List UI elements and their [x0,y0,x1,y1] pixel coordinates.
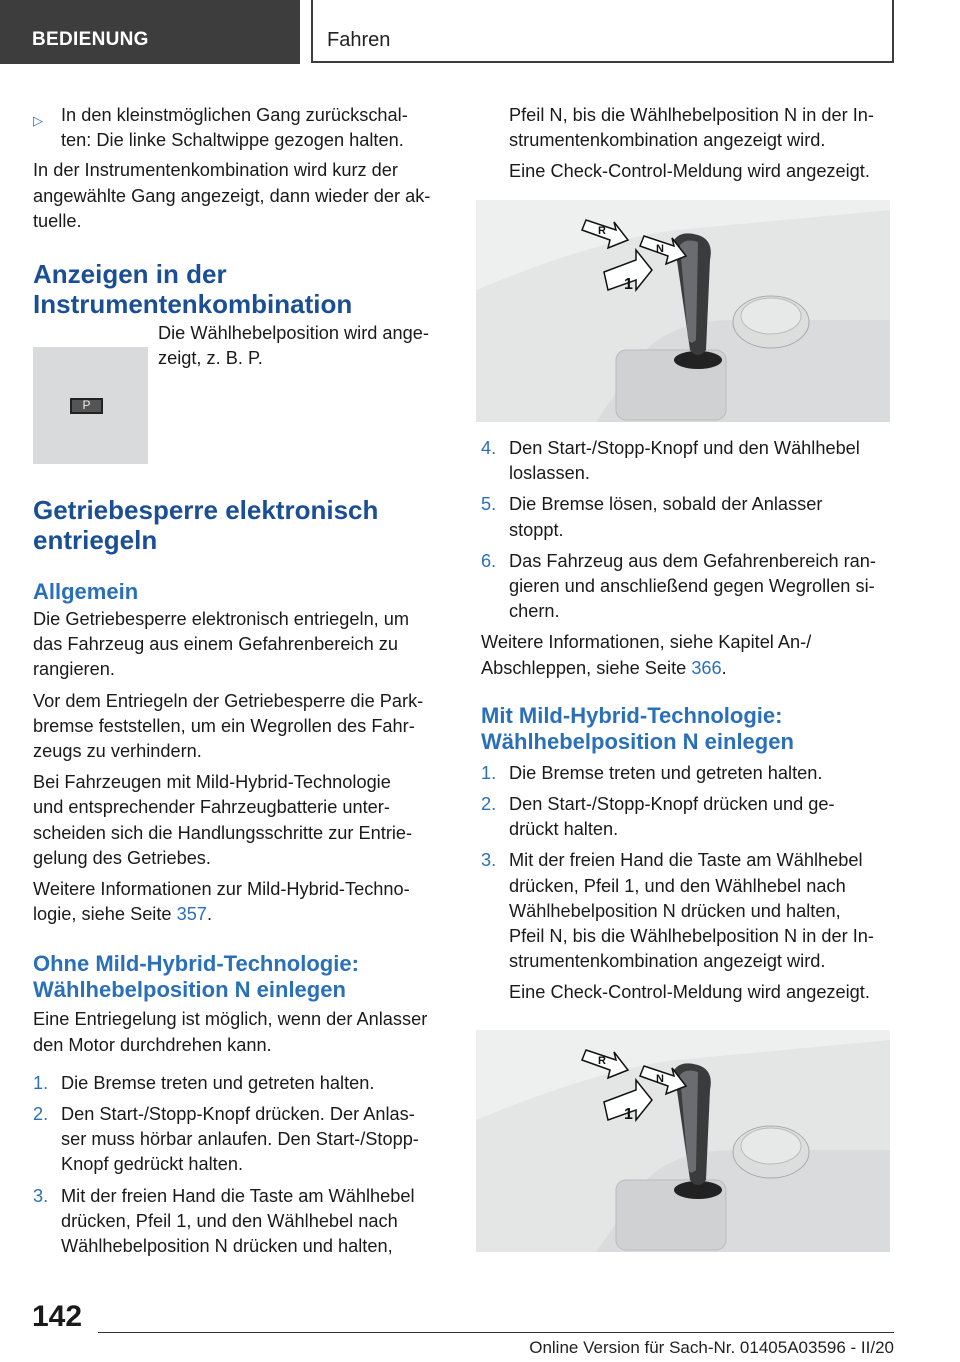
text-span: Abschleppen, siehe Seite [481,657,692,678]
text-line: Pfeil N, bis die Wählhebelposition N in der In- [509,105,874,125]
text-span: . [206,904,212,925]
paragraph [33,607,451,683]
list-item [481,492,901,542]
text-line [481,656,901,681]
heading-allgemein [33,579,451,605]
gear-selector-drawing-2 [476,1030,890,1252]
step-continuation [481,103,901,185]
text-line: Den Start-/Stopp-Knopf drücken und ge- [509,794,835,815]
page-link-357[interactable]: 357 [176,904,207,925]
text-line: stoppt. [509,519,564,540]
step-number: 5. [481,494,497,515]
text-line: drücken, Pfeil 1, und den Wählhebel nach [509,875,846,896]
arrow-label-r: R [598,1055,606,1067]
heading-line: Getriebesperre elektronisch [33,495,379,525]
step-number: 2. [33,1104,49,1125]
heading-anzeigen [33,259,451,319]
arrow-label-1: 1 [624,1106,633,1123]
text-line: scheiden sich die Handlungsschritte zur Entrie- [33,822,413,843]
online-version-note: Online Version für Sach-Nr. 01405A03596 - II/20 [529,1338,894,1357]
step-number: 1. [481,762,497,783]
page-number: 142 [32,1300,83,1333]
paragraph [33,770,451,871]
step-list [33,1071,451,1259]
text-line: Mit der freien Hand die Taste am Wählhebel [509,850,863,871]
step-number: 3. [33,1185,49,1206]
text-line: Die Bremse treten und getreten halten. [509,762,823,783]
text-line: In der Instrumentenkombination wird kurz der [33,160,398,181]
page-link-366[interactable]: 366 [691,657,722,678]
gear-selector-illustration-2 [476,1030,890,1252]
arrow-label-n: N [656,1073,664,1085]
text-line: Vor dem Entriegeln der Getriebesperre die Park- [33,690,424,711]
section-tab [0,0,300,64]
text-line: Wählhebelposition N drücken und halten, [509,900,841,921]
display-image [33,347,148,464]
bullet-item [33,103,451,153]
text-line: chern. [509,601,560,622]
text-span: . [721,657,727,678]
text-line: Die Bremse lösen, sobald der Anlasser [509,494,823,515]
bullet-line: In den kleinstmöglichen Gang zurückschal- [61,105,408,125]
park-symbol-text: P [82,398,91,412]
footer-divider [98,1332,894,1333]
heading-line: Instrumentenkombination [33,289,353,320]
step-number: 3. [481,850,497,871]
text-line: tuelle. [33,210,82,231]
chapter-title: Fahren [327,29,391,51]
text-line: ser muss hörbar anlaufen. Den Start-/Stopp- [61,1129,419,1150]
list-item [33,1184,451,1260]
text-line: bremse feststellen, um ein Wegrollen des Fahr- [33,715,415,736]
park-symbol-icon [70,398,103,414]
heading-line: Anzeigen in der [33,259,227,290]
text-line: Das Fahrzeug aus dem Gefahrenbereich ran- [509,550,876,571]
text-line: zeugs zu verhindern. [33,741,202,762]
list-item [33,1071,451,1096]
text-line: gelung des Getriebes. [33,847,211,868]
heading-line: Allgemein [33,579,139,604]
left-column [33,103,451,371]
text-line: Bei Fahrzeugen mit Mild-Hybrid-Technologie [33,772,391,793]
heading-mit-mild-hybrid [481,703,901,755]
text-line: Weitere Informationen, siehe Kapitel An-/ [481,632,812,653]
check-control-note: Eine Check-Control-Meldung wird angezeigt. [509,161,870,182]
step-number: 6. [481,550,497,571]
arrow-label-1: 1 [624,276,633,293]
paragraph [33,877,451,927]
text-line: loslassen. [509,463,590,484]
paragraph [481,630,901,680]
heading-line: Wählhebelposition N einlegen [481,728,794,754]
left-column-lower [33,495,451,1259]
section-title: BEDIENUNG [32,29,149,50]
text-line: Die Bremse treten und getreten halten. [61,1072,375,1093]
heading-ohne-mild-hybrid [33,951,451,1003]
list-item [481,792,901,842]
list-item [481,761,901,786]
text-line: und entsprechender Fahrzeugbatterie unter- [33,797,390,818]
text-line: zeigt, z. B. P. [158,348,263,369]
heading-getriebesperre [33,495,451,555]
right-column-top [481,103,901,185]
list-item [481,436,901,486]
arrow-label-r: R [598,225,606,237]
text-line: Eine Entriegelung ist möglich, wenn der Anlasser [33,1009,428,1030]
text-line: strumentenkombination angezeigt wird. [509,130,826,151]
text-line [33,902,451,927]
right-column-middle [481,436,901,1006]
step-list [481,436,901,624]
check-control-note: Eine Check-Control-Meldung wird angezeigt. [509,982,870,1003]
text-line: Die Getriebesperre elektronisch entriegeln, um [33,609,410,629]
text-line: den Motor durchdrehen kann. [33,1034,272,1055]
text-line: Weitere Informationen zur Mild-Hybrid-Techno- [33,879,410,900]
text-line: angewählte Gang angezeigt, dann wieder der ak- [33,185,431,206]
bullet-line: ten: Die linke Schaltwippe gezogen halten. [61,130,404,151]
step-number: 4. [481,438,497,458]
text-line: Den Start-/Stopp-Knopf drücken. Der Anlas- [61,1104,415,1125]
heading-line: Ohne Mild-Hybrid-Technologie: [33,951,359,977]
text-line: Mit der freien Hand die Taste am Wählhebel [61,1185,415,1206]
text-line: Pfeil N, bis die Wählhebelposition N in der In- [509,926,874,947]
step-number: 2. [481,794,497,815]
heading-line: entriegeln [33,525,158,555]
text-line: drücken, Pfeil 1, und den Wählhebel nach [61,1210,398,1231]
text-line: Knopf gedrückt halten. [61,1154,243,1175]
text-line: rangieren. [33,659,115,680]
text-line: gieren und anschließend gegen Wegrollen si- [509,576,875,597]
list-item [481,549,901,625]
step-number: 1. [33,1072,49,1093]
text-line: Den Start-/Stopp-Knopf und den Wählhebel [509,438,860,458]
heading-line: Mit Mild-Hybrid-Technologie: [481,702,783,728]
arrow-label-n: N [656,243,664,255]
text-line: das Fahrzeug aus einem Gefahrenbereich zu [33,634,398,655]
text-line: Die Wählhebelposition wird ange- [158,323,429,344]
triangle-bullet-icon: ▷ [33,113,43,128]
gear-selector-illustration [476,200,890,422]
list-item [481,848,901,1005]
text-line: Wählhebelposition N drücken und halten, [61,1236,393,1257]
chapter-header [311,0,894,63]
list-item [33,1102,451,1178]
text-line: strumentenkombination angezeigt wird. [509,951,826,972]
paragraph [33,1007,451,1057]
step-list [481,761,901,1006]
text-span: logie, siehe Seite [33,904,177,925]
heading-line: Wählhebelposition N einlegen [33,977,346,1003]
text-line: drückt halten. [509,819,619,840]
gear-selector-drawing [476,200,890,422]
paragraph [33,158,451,234]
paragraph [33,689,451,765]
